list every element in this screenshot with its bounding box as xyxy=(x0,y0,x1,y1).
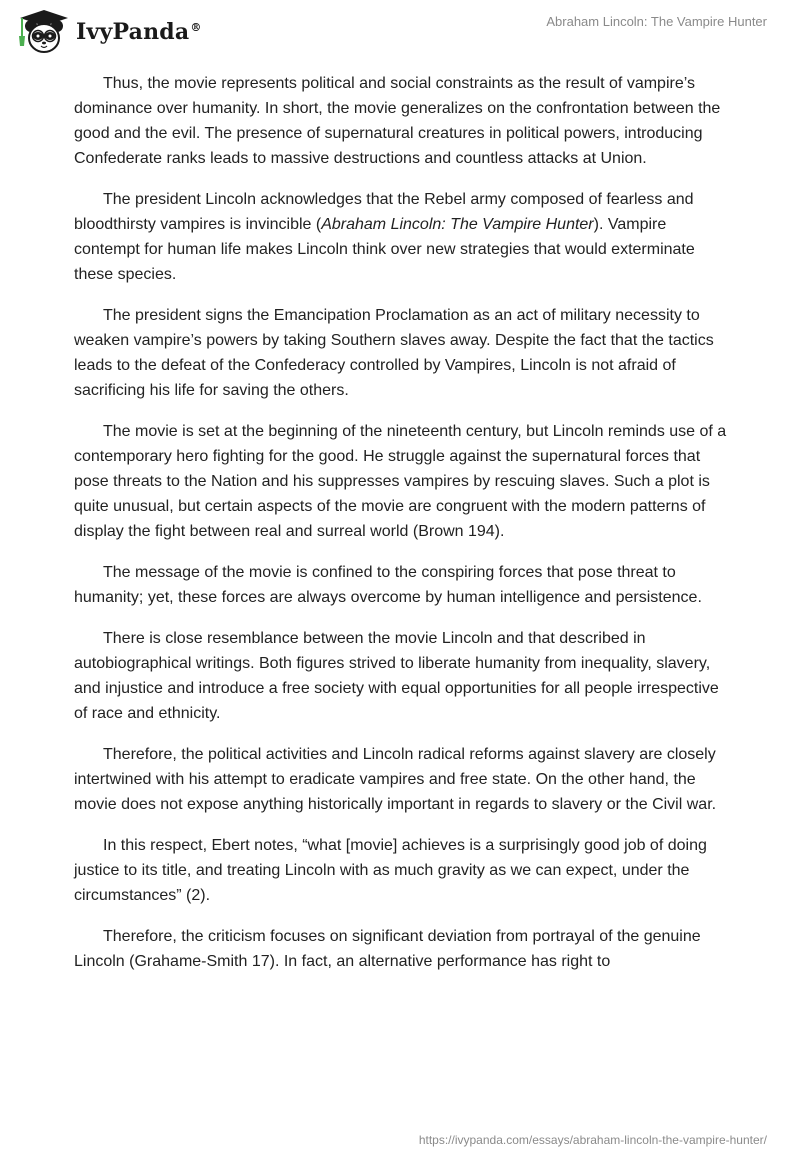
panda-graduate-icon xyxy=(14,8,74,56)
paragraph-text: The movie is set at the beginning of the nineteenth century, but Lincoln reminds use of a contemporary hero fighting for the good. He struggle against the supernatural forces that pose threats to the Nation and his suppresses vampires by rescuing slaves. Such a plot is quite unusual, but certain aspects of the movie are congruent with the modern patterns of display the fight between real and surreal world (Brown 194). xyxy=(74,423,727,540)
paragraph xyxy=(74,419,734,544)
paragraph-text: In this respect, Ebert notes, “what [movie] achieves is a surprisingly good job of doing justice to its title, and treating Lincoln with as much gravity as we can expect, under the circumstances” (2). xyxy=(74,837,707,904)
brand-name xyxy=(76,19,202,45)
paragraph xyxy=(74,626,734,726)
registered-mark: ® xyxy=(190,20,202,34)
paragraph xyxy=(74,303,734,403)
paragraph xyxy=(74,924,734,974)
paragraph-text: There is close resemblance between the movie Lincoln and that described in autobiographical writings. Both figures strived to liberate humanity from inequality, slavery, and injustice and introduce a free society with equal opportunities for all people irrespective of race and ethnicity. xyxy=(74,630,719,722)
paragraph-text-after: ). Vampire contempt for human life makes Lincoln think over new strategies that would exterminate these species. xyxy=(74,216,695,283)
paragraph xyxy=(74,833,734,908)
paragraph xyxy=(74,187,734,287)
essay-body xyxy=(74,71,734,990)
paragraph xyxy=(74,71,734,171)
paragraph-text: Therefore, the criticism focuses on significant deviation from portrayal of the genuine Lincoln (Grahame-Smith 17). In fact, an alternative performance has right to xyxy=(74,928,701,970)
film-title-italic: Abraham Lincoln: The Vampire Hunter xyxy=(321,216,594,233)
paragraph-text: Therefore, the political activities and Lincoln radical reforms against slavery are closely intertwined with his attempt to eradicate vampires and free state. On the other hand, the movie does not expose anything historically important in regards to slavery or the Civil war. xyxy=(74,746,717,813)
paragraph-text: The president Lincoln acknowledges that the Rebel army composed of fearless and bloodthirsty vampires is invincible ( xyxy=(74,191,694,233)
paragraph-text: Thus, the movie represents political and social constraints as the result of vampire’s dominance over humanity. In short, the movie generalizes on the confrontation between the good and the evil. The presence of supernatural creatures in political powers, introducing Confederate ranks leads to massive destructions and countless attacks at Union. xyxy=(74,75,721,167)
document-title: Abraham Lincoln: The Vampire Hunter xyxy=(546,14,767,29)
paragraph-text: The president signs the Emancipation Proclamation as an act of military necessity to weaken vampire’s powers by taking Southern slaves away. Despite the fact that the tactics leads to the defeat of the Confederacy controlled by Vampires, Lincoln is not afraid of sacrificing his life for saving the others. xyxy=(74,307,714,399)
brand-name-text: IvyPanda xyxy=(76,19,190,45)
ivypanda-logo[interactable] xyxy=(14,8,202,56)
paragraph xyxy=(74,742,734,817)
paragraph-text: The message of the movie is confined to the conspiring forces that pose threat to humanity; yet, these forces are always overcome by human intelligence and persistence. xyxy=(74,564,702,606)
page-header xyxy=(0,0,800,70)
paragraph xyxy=(74,560,734,610)
source-url[interactable]: https://ivypanda.com/essays/abraham-lincoln-the-vampire-hunter/ xyxy=(418,1133,767,1147)
